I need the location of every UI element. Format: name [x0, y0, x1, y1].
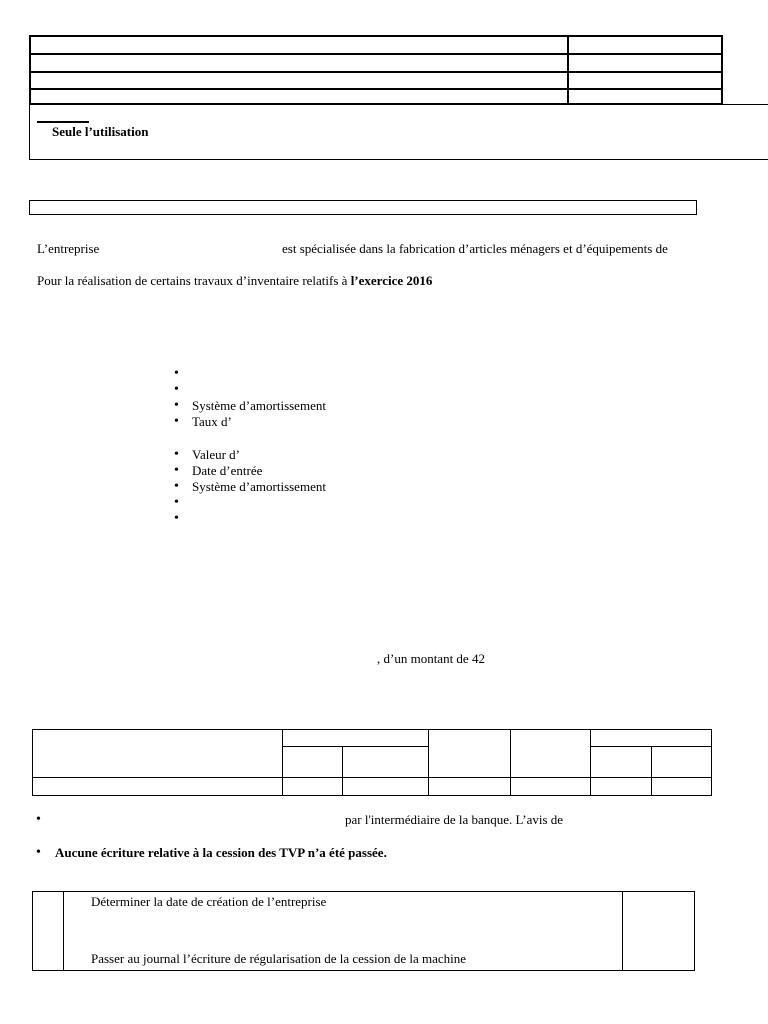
note-underline: [37, 121, 89, 123]
list-item: • Date d’entrée: [192, 463, 326, 479]
list-item: [192, 511, 326, 527]
inventory-line: [37, 273, 432, 289]
table-col-line: [590, 729, 591, 796]
list-item: [192, 366, 326, 382]
list-item: • Taux d’: [192, 414, 326, 430]
securities-table: [32, 729, 712, 796]
table-col-line: [282, 729, 283, 796]
no-entry-text: Aucune écriture relative à la cession des TVP n’a été passée.: [55, 845, 387, 860]
bank-text: par l'intermédiaire de la banque. L’avis de: [345, 812, 564, 827]
list-item: [192, 495, 326, 511]
table-sub-header-line: [282, 746, 429, 747]
list-item: • Système d’amortissement: [192, 398, 326, 414]
inventory-year: l’exercice 2016: [350, 273, 433, 288]
asset-list-one: [192, 366, 326, 430]
table-col-line: [510, 729, 511, 796]
tasks-col-line: [622, 891, 623, 971]
header-table-divider: [567, 35, 569, 105]
header-table-row-line: [29, 88, 723, 90]
table-row-line: [32, 777, 712, 778]
bullet-icon: •: [36, 845, 41, 860]
note-label: Seule l’utilisation: [52, 124, 149, 139]
note-box-bottom: [29, 159, 768, 160]
header-table-row-line: [29, 71, 723, 73]
table-col-line: [428, 729, 429, 796]
list-item: • Système d’amortissement: [192, 479, 326, 495]
title-bar: [29, 200, 697, 215]
note-box-left: [29, 104, 30, 159]
header-table: [29, 35, 723, 105]
inventory-text: Pour la réalisation de certains travaux d’inventaire relatifs à: [37, 273, 351, 288]
table-col-line: [342, 746, 343, 796]
intro-start: L’entreprise: [37, 241, 100, 256]
task-1: Déterminer la date de création de l’entreprise: [91, 894, 327, 909]
asset-list-two: [192, 447, 326, 527]
amount-text: , d’un montant de 42: [377, 651, 485, 666]
task-2: Passer au journal l’écriture de régularisation de la cession de la machine: [91, 951, 467, 966]
list-item: [192, 382, 326, 398]
tasks-col-line: [63, 891, 64, 971]
intro-rest: est spécialisée dans la fabrication d’articles ménagers et d’équipements de: [282, 241, 668, 256]
header-table-row-line: [29, 53, 723, 55]
table-col-line: [651, 746, 652, 796]
bullet-icon: •: [36, 812, 41, 827]
list-item: • Valeur d’: [192, 447, 326, 463]
note-box-top: [723, 104, 768, 105]
